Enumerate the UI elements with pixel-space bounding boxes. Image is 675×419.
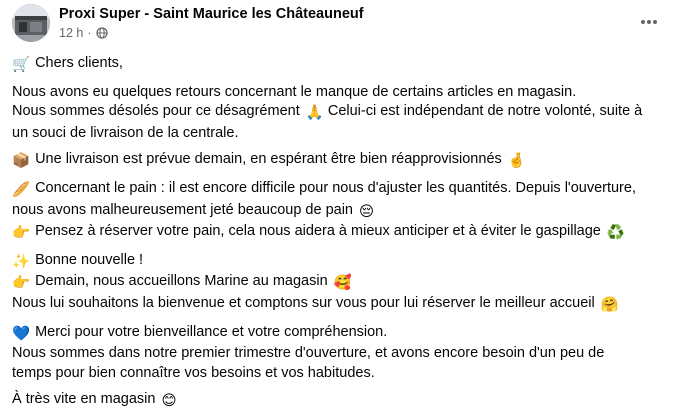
text-line: [12, 83, 672, 103]
paragraph-bread: [12, 179, 672, 244]
text: Nous avons eu quelques retours concernant le manque de certains articles en magasin.: [12, 83, 577, 100]
post-text: [12, 54, 672, 419]
text: Chers clients,: [35, 55, 123, 71]
text-line: [12, 102, 672, 124]
text-line: [12, 272, 672, 294]
text-line: [12, 323, 672, 345]
text-line: [12, 54, 672, 76]
pointing-hand-icon: 👉: [12, 275, 31, 292]
text-line: [12, 150, 672, 172]
text-line: [12, 201, 672, 223]
text: Concernant le pain : il est encore difficile pour nous d'ajuster les quantités. Depuis l'ouverture,: [35, 179, 636, 196]
pointing-hand-icon: 👉: [12, 225, 31, 242]
hugging-face-icon: 🤗: [600, 296, 619, 313]
paragraph-returns: [12, 83, 672, 144]
smiling-face-icon: 😊: [161, 393, 177, 410]
more-options-icon[interactable]: [637, 12, 661, 32]
text: Nous lui souhaitons la bienvenue et comptons sur vous pour lui réserver le meilleur accueil: [12, 294, 595, 311]
paragraph-greeting: [12, 54, 672, 76]
text: Demain, nous accueillons Marine au magasin: [35, 273, 328, 290]
text: Nous sommes désolés pour ce désagrément: [12, 103, 300, 120]
crossed-fingers-icon: 🤞: [507, 153, 526, 170]
text-line: [12, 344, 672, 364]
pensive-face-icon: 😔: [359, 203, 375, 220]
paragraph-delivery: [12, 150, 672, 172]
text: nous avons malheureusement jeté beaucoup de pain: [12, 201, 353, 218]
meta-separator: ·: [87, 26, 92, 40]
smiling-face-hearts-icon: 🥰: [333, 275, 352, 292]
text: Bonne nouvelle !: [35, 251, 144, 268]
text: Merci pour votre bienveillance et votre compréhension.: [35, 323, 388, 340]
post-time[interactable]: 12 h: [59, 26, 84, 40]
blue-heart-icon: 💙: [12, 325, 31, 342]
text: un souci de livraison de la centrale.: [12, 124, 239, 141]
post-header: [12, 4, 663, 44]
bread-icon: 🥖: [12, 181, 31, 198]
sparkles-icon: ✨: [12, 253, 31, 270]
text-line: [12, 124, 672, 144]
paragraph-closing: [12, 390, 672, 412]
page-name[interactable]: Proxi Super - Saint Maurice les Châteauneuf: [59, 6, 364, 22]
text-line: [12, 364, 672, 384]
text: temps pour bien connaître vos besoins et vos habitudes.: [12, 364, 375, 381]
text-line: [12, 251, 672, 273]
text: Celui-ci est indépendant de notre volonté, suite à: [327, 103, 643, 120]
text-line: [12, 390, 672, 412]
globe-icon: [96, 27, 108, 39]
praying-hands-icon: 🙏: [305, 105, 324, 122]
text: Une livraison est prévue demain, en espérant être bien réapprovisionnés: [35, 151, 502, 168]
paragraph-news: [12, 251, 672, 316]
text: À très vite en magasin: [12, 391, 156, 408]
paragraph-thanks: [12, 323, 672, 384]
text-line: [12, 179, 672, 201]
cart-icon: 🛒: [12, 57, 31, 73]
post-meta: [59, 26, 108, 40]
recycle-icon: ♻️: [606, 225, 625, 242]
text: Pensez à réserver votre pain, cela nous aidera à mieux anticiper et à éviter le gaspillage: [35, 223, 601, 240]
page-avatar[interactable]: [12, 4, 50, 42]
text-line: [12, 222, 672, 244]
text-line: [12, 294, 672, 316]
package-icon: 📦: [12, 153, 31, 170]
text: Nous sommes dans notre premier trimestre d'ouverture, et avons encore besoin d'un peu de: [12, 345, 605, 362]
